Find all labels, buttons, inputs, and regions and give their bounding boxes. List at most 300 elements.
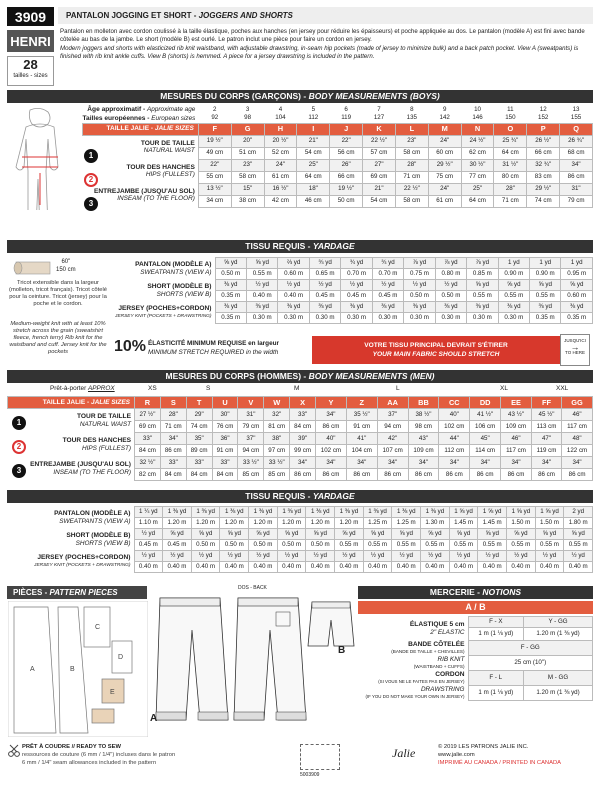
cell: 1.80 m <box>564 518 593 529</box>
cell: 1 ⅝ yd <box>478 507 507 518</box>
jusqu-label: JUSQU'ICI <box>564 338 586 343</box>
cell: 0.55 m <box>421 540 450 551</box>
cell: 33 ½" <box>238 457 264 469</box>
rtw-xs: XS <box>148 385 157 392</box>
cell: ⅜ yd <box>309 302 340 313</box>
cell: ⅝ yd <box>530 280 561 291</box>
cell: 1.50 m <box>535 518 564 529</box>
cell: ⅝ yd <box>421 529 450 540</box>
cell: 23" <box>395 135 428 147</box>
cell: 0.55 m <box>564 540 593 551</box>
eu-label-en: European sizes <box>151 114 196 122</box>
shorts-label: SHORT (MODÈLE B) SHORTS (VIEW B) <box>147 283 212 298</box>
svg-text:E: E <box>110 689 115 696</box>
stretch-fr: ÉLASTICITÉ MINIMUM REQUISE en largeur <box>148 340 280 347</box>
cell: Y <box>316 397 347 409</box>
cell: 0.40 m <box>220 562 249 573</box>
cell: 31" <box>238 409 264 421</box>
cell: 98 cm <box>408 421 439 433</box>
pieces-title-en: PATTERN PIECES <box>49 588 118 597</box>
cell: 0.30 m <box>467 313 498 324</box>
cell: 5 <box>311 105 316 113</box>
cell: 6 <box>344 105 348 113</box>
cell: 1.20 m <box>306 518 335 529</box>
cell: 1.25 m <box>363 518 392 529</box>
cell: 0.30 m <box>246 313 277 324</box>
cell: 62 cm <box>461 147 494 159</box>
cell: ⅝ yd <box>449 529 478 540</box>
cell: ⅝ yd <box>467 280 498 291</box>
cell: 2 <box>213 105 217 113</box>
cell: ⅞ yd <box>404 258 435 269</box>
cell: ½ yd <box>277 551 306 562</box>
cell: O <box>494 123 527 135</box>
cell: ½ yd <box>392 551 421 562</box>
cell: 92 <box>211 114 219 122</box>
cell: 0.55 m <box>246 269 277 280</box>
cell: 0.30 m <box>372 313 403 324</box>
cell: 109 cm <box>408 445 439 457</box>
cell: 86 cm <box>439 469 470 481</box>
cell: 34" <box>316 409 347 421</box>
cell: 28" <box>494 183 527 195</box>
seam-allowance-en: 6 mm / 1/4" seam allowances included in the pattern <box>22 760 157 766</box>
men-measurements-band <box>7 370 593 383</box>
cell: 82 cm <box>135 469 161 481</box>
cell: 46" <box>562 409 593 421</box>
cell: ⅔ yd <box>278 258 309 269</box>
cell: 0.35 m <box>561 313 593 324</box>
cell: ½ yd <box>278 280 309 291</box>
cell: 12 <box>539 105 547 113</box>
cell: 1 m (1 ⅛ yd) <box>468 686 524 701</box>
cell: 77 cm <box>461 171 494 183</box>
cell: ⅝ yd <box>564 529 593 540</box>
cell: 107 cm <box>377 445 408 457</box>
band-en: YARDAGE <box>312 491 355 501</box>
cell: 10 <box>474 105 481 113</box>
cell: 0.30 m <box>404 313 435 324</box>
cell: 33" <box>212 457 238 469</box>
banner-fr: VOTRE TISSU PRINCIPAL DEVRAIT S'ÉTIRER <box>364 342 508 349</box>
cell: 0.40 m <box>249 562 278 573</box>
cell: 86 cm <box>531 469 561 481</box>
cell: 1 ⅜ yd <box>392 507 421 518</box>
cell: 84 cm <box>212 469 238 481</box>
cell: ⅜ yd <box>215 280 246 291</box>
cell: ½ yd <box>309 280 340 291</box>
cell: 74 cm <box>527 195 560 207</box>
cell: F - L <box>468 671 524 686</box>
cell: ½ yd <box>220 551 249 562</box>
cell: S <box>160 397 186 409</box>
cell: 21" <box>363 183 396 195</box>
age-label-en: Approximate age <box>147 105 196 113</box>
cell: 113 cm <box>531 421 561 433</box>
cell: ½ yd <box>435 280 466 291</box>
cell: ½ yd <box>507 551 536 562</box>
cell: 34" <box>501 457 532 469</box>
cell: 89 cm <box>186 445 212 457</box>
cell: ½ yd <box>535 551 564 562</box>
cell: 0.30 m <box>498 313 529 324</box>
cell: 33 ½" <box>264 457 290 469</box>
cell: 0.55 m <box>498 291 529 302</box>
cell: 0.90 m <box>498 269 529 280</box>
cell: H <box>264 123 297 135</box>
men-size-table <box>7 396 593 481</box>
yardage-boys-table <box>112 257 593 324</box>
cell: 1 ¼ yd <box>134 507 163 518</box>
cell: 34" <box>408 457 439 469</box>
band-fr: MESURES DU CORPS (HOMMES) - <box>165 371 309 381</box>
cell: ⅝ yd <box>306 529 335 540</box>
cell: 0.40 m <box>134 562 163 573</box>
cell: 0.55 m <box>535 540 564 551</box>
cell: V <box>238 397 264 409</box>
cell: 81 cm <box>264 421 290 433</box>
jersey-label: JERSEY (POCHES+CORDON) JERSEY KNIT (POCKETS + DRAWSTRING) <box>115 304 212 319</box>
cell: 0.40 m <box>278 291 309 302</box>
cell: 61 cm <box>428 195 461 207</box>
cell: 1.20 m <box>335 518 364 529</box>
cell: 1.20 m (1 ⅜ yd) <box>524 686 593 701</box>
cell: 20" <box>231 135 264 147</box>
cell: ½ yd <box>163 551 192 562</box>
cell: 29 ½" <box>527 183 560 195</box>
cell: 86 cm <box>316 469 347 481</box>
cell: 0.40 m <box>392 562 421 573</box>
cell: 1.20 m <box>249 518 278 529</box>
cell: 13 <box>572 105 580 113</box>
cell: 34" <box>531 457 561 469</box>
cell: 26" <box>330 159 363 171</box>
cell: 24 ½" <box>461 135 494 147</box>
cell: 0.70 m <box>341 269 372 280</box>
cell: ½ yd <box>249 551 278 562</box>
boy-body-diagram <box>8 105 78 210</box>
inseam-label: ENTREJAMBE (JUSQU'AU SOL) INSEAM (TO THE FLOOR) <box>93 187 195 202</box>
cell: 19 ½" <box>198 135 231 147</box>
cell: 94 cm <box>238 445 264 457</box>
cell: 49 cm <box>198 147 231 159</box>
rtw-xl: XL <box>500 385 508 392</box>
cell: 33" <box>290 409 316 421</box>
cell: 75 cm <box>428 171 461 183</box>
cell: 45 ½" <box>531 409 561 421</box>
ready-to-sew: PRÊT À COUDRE // READY TO SEW <box>22 744 121 750</box>
cell: 43" <box>408 433 439 445</box>
cell: 0.65 m <box>309 269 340 280</box>
sweatpants-label: PANTALON (MODÈLE A) SWEATPANTS (VIEW A) <box>135 261 212 276</box>
cell: ½ yd <box>363 551 392 562</box>
cell: 66 cm <box>330 171 363 183</box>
cell: 38 cm <box>231 195 264 207</box>
cell: 86 cm <box>562 469 593 481</box>
cell: 0.55 m <box>530 291 561 302</box>
cell: 142 <box>439 114 450 122</box>
cell: ⅜ yd <box>246 302 277 313</box>
cell: 0.45 m <box>163 540 192 551</box>
cell: 0.30 m <box>341 313 372 324</box>
cell: 91 cm <box>212 445 238 457</box>
cell: 16 ½" <box>264 183 297 195</box>
cell: 146 <box>472 114 483 122</box>
cell: 98 <box>244 114 252 122</box>
cell: 55 cm <box>198 171 231 183</box>
cell: 68 cm <box>560 147 593 159</box>
cell: 0.55 m <box>507 540 536 551</box>
pieces-title-fr: PIÈCES - <box>13 588 50 597</box>
pattern-pieces-diagram <box>8 601 148 737</box>
cell: 0.40 m <box>478 562 507 573</box>
inseam-label: ENTREJAMBE (JUSQU'AU SOL) INSEAM (TO THE FLOOR) <box>30 461 131 476</box>
cell: 0.50 m <box>306 540 335 551</box>
cell: 36" <box>212 433 238 445</box>
cell: 0.55 m <box>478 540 507 551</box>
cell: 20 ½" <box>264 135 297 147</box>
cell: BB <box>408 397 439 409</box>
cell: ⅝ yd <box>163 529 192 540</box>
cell: 71 cm <box>160 421 186 433</box>
svg-text:A: A <box>30 666 35 673</box>
cell: 30 ½" <box>461 159 494 171</box>
band-en: BODY MEASUREMENTS (BOYS) <box>308 91 440 101</box>
cell: 1 ⅜ yd <box>249 507 278 518</box>
cell: ⅜ yd <box>467 302 498 313</box>
cell: 0.50 m <box>404 291 435 302</box>
cell: 0.90 m <box>530 269 561 280</box>
cell: 86 cm <box>316 421 347 433</box>
width-cm: 150 cm <box>56 267 76 273</box>
cell: 0.50 m <box>220 540 249 551</box>
cell: 34 cm <box>198 195 231 207</box>
cell: 13 ½" <box>198 183 231 195</box>
waist-label: TOUR DE TAILLE NATURAL WAIST <box>140 139 195 155</box>
cell: 3 <box>245 105 250 113</box>
cell: 1 ⅝ yd <box>507 507 536 518</box>
cell: 0.45 m <box>134 540 163 551</box>
cell: ⅝ yd <box>561 280 593 291</box>
cell: T <box>186 397 212 409</box>
jalie-logo: Jalie <box>392 746 416 760</box>
cell: 112 <box>308 114 319 122</box>
cell: 0.60 m <box>561 291 593 302</box>
scissors-icon <box>7 744 21 758</box>
cell: 58 cm <box>231 171 264 183</box>
cell: 42 cm <box>264 195 297 207</box>
pattern-name: HENRI <box>7 30 54 52</box>
fabric-roll-icon <box>12 256 52 278</box>
stretch-banner <box>312 336 560 364</box>
cell: ½ yd <box>134 551 163 562</box>
cell: R <box>135 397 161 409</box>
rtw-m: M <box>294 385 300 392</box>
description-en: Modern joggers and shorts with elasticized rib knit waistband, with adjustable drawstring, in-seam hip pockets (made of jersey to minimize bulk) and a back patch pocket. View A (sweatpants) is finished with rib knit ankle cuffs. View B (shorts) is hemmed. A piece for a jersey drawstring is included in the pattern. <box>60 45 579 60</box>
garment-technical-drawing <box>150 590 355 735</box>
cell: 1.20 m <box>220 518 249 529</box>
cell: ⅝ yd <box>249 529 278 540</box>
cell: 0.50 m <box>249 540 278 551</box>
number-2-badge: 2 <box>84 173 98 187</box>
stretch-text <box>148 339 313 357</box>
notions-view-ab: A / B <box>358 601 593 614</box>
cell: 22 ½" <box>395 183 428 195</box>
cell: ⅜ yd <box>404 302 435 313</box>
cell: 35" <box>186 433 212 445</box>
boys-measurements-band <box>7 90 593 103</box>
cell: ⅝ yd <box>220 529 249 540</box>
jalie-label: TAILLE JALIE - JALIE SIZES <box>8 397 135 409</box>
cell: 31 ½" <box>494 159 527 171</box>
cell: 85 cm <box>238 469 264 481</box>
cell: 32" <box>264 409 290 421</box>
cell: 71 cm <box>494 195 527 207</box>
cell: ⅝ yd <box>478 529 507 540</box>
cell: ⅜ yd <box>530 302 561 313</box>
cell: 102 cm <box>439 421 470 433</box>
cell: F - GG <box>468 641 593 656</box>
cell: 0.80 m <box>435 269 466 280</box>
cell: ½ yd <box>478 551 507 562</box>
product-code: 5003909 <box>300 772 320 778</box>
cell: 135 <box>406 114 417 122</box>
cell: ⅝ yd <box>392 529 421 540</box>
cell: 114 cm <box>470 445 501 457</box>
cell: 0.95 m <box>561 269 593 280</box>
cell: 1.20 m <box>191 518 220 529</box>
cell: ⅞ yd <box>435 258 466 269</box>
cell: 109 cm <box>501 421 532 433</box>
cell: 0.40 m <box>535 562 564 573</box>
cell: 86 cm <box>377 469 408 481</box>
fabric-note-fr: Tricot extensible dans la largeur (molleton, tricot français). Tricot côtelé pour la ceinture. Tricot (jersey) pour la poche et le cordon. <box>9 280 107 307</box>
cell: 23" <box>231 159 264 171</box>
cell: 69 cm <box>135 421 161 433</box>
cell: 34" <box>290 457 316 469</box>
cell: 41" <box>346 433 377 445</box>
cell: 37" <box>377 409 408 421</box>
cell: DD <box>470 397 501 409</box>
svg-text:D: D <box>118 654 124 661</box>
cell: ½ yd <box>564 551 593 562</box>
cell: 1 ⅜ yd <box>363 507 392 518</box>
cell: 0.55 m <box>449 540 478 551</box>
band-fr: MESURES DU CORPS (GARÇONS) - <box>160 91 309 101</box>
cell: 66 cm <box>527 147 560 159</box>
cell: 1 ⅜ yd <box>306 507 335 518</box>
description <box>60 28 590 60</box>
cell: 0.50 m <box>277 540 306 551</box>
cell: 38 ½" <box>408 409 439 421</box>
view-b-label: B <box>338 645 346 656</box>
cell: 1.20 m <box>277 518 306 529</box>
size-count-label: tailles - sizes <box>13 73 48 79</box>
cell: 43 ½" <box>501 409 532 421</box>
cell: 0.35 m <box>215 313 246 324</box>
cell: 58 cm <box>395 147 428 159</box>
cell: 0.45 m <box>309 291 340 302</box>
stretch-target-box <box>560 334 590 366</box>
cell: 1 m (1 ⅛ yd) <box>468 628 524 641</box>
cell: 99 cm <box>290 445 316 457</box>
cell: 31" <box>560 183 593 195</box>
cell: 0.40 m <box>564 562 593 573</box>
cell: Z <box>346 397 377 409</box>
cell: 117 cm <box>501 445 532 457</box>
width-in: 60" <box>61 259 71 265</box>
number-2-badge: 2 <box>12 440 26 454</box>
cell: 60 cm <box>428 147 461 159</box>
cell: 91 cm <box>346 421 377 433</box>
rib-label: BANDE CÔTELÉE (BANDE DE TAILLE + CHEVILLES) RIB KNIT (WAISTBAND + CUFFS) <box>391 640 465 669</box>
cell: G <box>231 123 264 135</box>
cell: ⅜ yd <box>561 302 593 313</box>
cell: CC <box>439 397 470 409</box>
cell: I <box>297 123 330 135</box>
cell: 150 <box>505 114 516 122</box>
band-en: BODY MEASUREMENTS (MEN) <box>308 371 435 381</box>
cell: ¾ yd <box>341 258 372 269</box>
band-fr: TISSU REQUIS - <box>245 241 313 251</box>
cell: 30" <box>212 409 238 421</box>
notions-title-fr: MERCERIE - <box>429 587 483 597</box>
cell: 152 <box>538 114 549 122</box>
cell: 26 ¾" <box>560 135 593 147</box>
tohere-label: TO HERE <box>565 350 585 355</box>
cell: 71 cm <box>395 171 428 183</box>
shorts-label: SHORT (MODÈLE B) SHORTS (VIEW B) <box>66 532 131 547</box>
cell: 28" <box>395 159 428 171</box>
cell: 25" <box>461 183 494 195</box>
cell: 1.20 m (1 ⅜ yd) <box>524 628 593 641</box>
notions-table <box>358 616 593 701</box>
cell: 34" <box>160 433 186 445</box>
cell: 29" <box>186 409 212 421</box>
cell: ⅜ yd <box>435 302 466 313</box>
cell: 25" <box>297 159 330 171</box>
cell: 34" <box>316 457 347 469</box>
hips-label: TOUR DES HANCHES HIPS (FULLEST) <box>62 437 131 452</box>
cell: 0.55 m <box>363 540 392 551</box>
cell: 1.50 m <box>507 518 536 529</box>
cell: 9 <box>442 105 447 113</box>
cell: 48" <box>562 433 593 445</box>
cell: ⅞ yd <box>467 258 498 269</box>
cell: 35 ½" <box>346 409 377 421</box>
cell: 22 ½" <box>363 135 396 147</box>
cell: 112 cm <box>439 445 470 457</box>
cell: ⅝ yd <box>246 258 277 269</box>
cell: 0.40 m <box>363 562 392 573</box>
pattern-number: 3909 <box>7 7 54 26</box>
cell: 86 cm <box>560 171 593 183</box>
cell: 34" <box>377 457 408 469</box>
number-1-badge: 1 <box>84 149 98 163</box>
cell: ⅝ yd <box>498 280 529 291</box>
notions-title-en: NOTIONS <box>482 587 522 597</box>
cell: GG <box>562 397 593 409</box>
cell: 34" <box>562 457 593 469</box>
cell: ½ yd <box>134 529 163 540</box>
cell: ¾ yd <box>309 258 340 269</box>
cell: 79 cm <box>560 195 593 207</box>
cell: 58 cm <box>395 195 428 207</box>
cell: 40" <box>316 433 347 445</box>
cell: 27 ½" <box>135 409 161 421</box>
eu-label-fr: Tailles européennes - <box>82 114 152 122</box>
cell: 1 ⅝ yd <box>449 507 478 518</box>
